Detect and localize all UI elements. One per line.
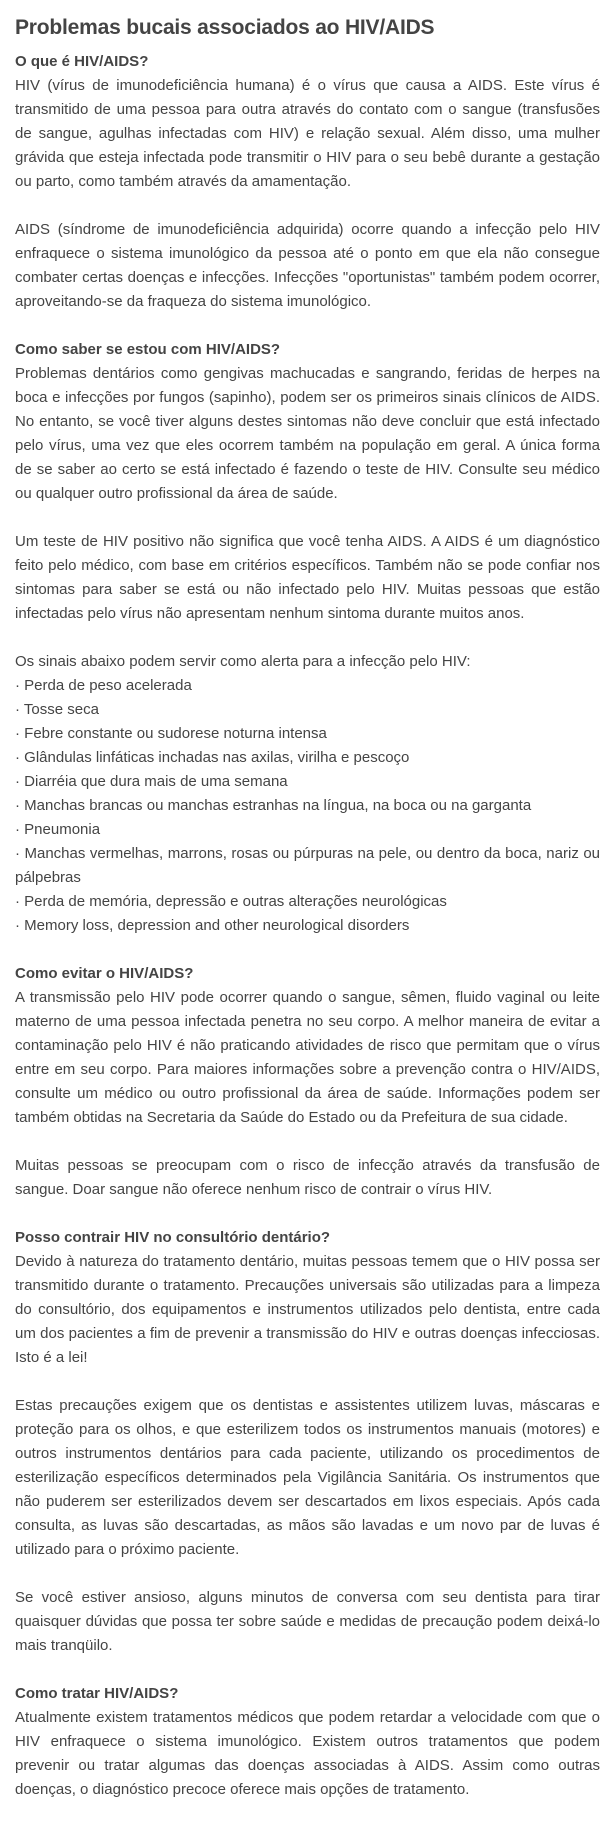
paragraph-spacer bbox=[15, 938, 600, 962]
paragraph-spacer bbox=[15, 1658, 600, 1682]
section-heading-prevention: Como evitar o HIV/AIDS? bbox=[15, 965, 194, 982]
paragraph-positive-test: Um teste de HIV positivo não significa que você tenha AIDS. A AIDS é um diagnóstico feito pelo médico, com base em critérios específicos. Também não se pode confiar nos sintomas para saber se está ou não infectado pelo HIV. Muitas pessoas que estão infectadas pelo vírus não apresentam nenhum sintoma durante muitos anos. bbox=[15, 533, 600, 622]
paragraph-sterilization: Estas precauções exigem que os dentistas e assistentes utilizem luvas, máscaras e proteção para os olhos, e que esterilizem todos os instrumentos manuais (motores) e outros instrumentos dentários para cada paciente, utilizando os procedimentos de esterilização específicos determinados pela Vigilância Sanitária. Os instrumentos que não puderem ser esterilizados devem ser descartados em lixos especiais. Após cada consulta, as luvas são descartadas, as mãos são lavadas e um novo par de luvas é utilizado para o próximo paciente. bbox=[15, 1397, 600, 1558]
paragraph-spacer bbox=[15, 1562, 600, 1586]
section-heading-how-to-know: Como saber se estou com HIV/AIDS? bbox=[15, 341, 281, 358]
list-item: · Perda de memória, depressão e outras alterações neurológicas bbox=[15, 893, 447, 910]
paragraph-blood-donation: Muitas pessoas se preocupam com o risco de infecção através da transfusão de sangue. Doar sangue não oferece nenhum risco de contrair o vírus HIV. bbox=[15, 1157, 600, 1198]
paragraph-aids-definition: AIDS (síndrome de imunodeficiência adquirida) ocorre quando a infecção pelo HIV enfraquece o sistema imunológico da pessoa até o ponto em que ela não consegue combater certas doenças e infecções. Infecções "oportunistas" também podem ocorrer, aproveitando-se da fraqueza do sistema imunológico. bbox=[15, 221, 600, 310]
list-item: · Manchas vermelhas, marrons, rosas ou púrpuras na pele, ou dentro da boca, nariz ou pálpebras bbox=[15, 845, 600, 886]
list-item: · Glândulas linfáticas inchadas nas axilas, virilha e pescoço bbox=[15, 749, 410, 766]
list-item: · Manchas brancas ou manchas estranhas na língua, na boca ou na garganta bbox=[15, 797, 532, 814]
paragraph-spacer bbox=[15, 314, 600, 338]
paragraph-dental-signs: Problemas dentários como gengivas machucadas e sangrando, feridas de herpes na boca e infecções por fungos (sapinho), podem ser os primeiros sinais clínicos de AIDS. No entanto, se você tiver alguns destes sintomas não deve concluir que está infectado pelo vírus, uma vez que eles ocorrem também na população em geral. A única forma de se saber ao certo se está infectado é fazendo o teste de HIV. Consulte seu médico ou qualquer outro profissional da área de saúde. bbox=[15, 365, 600, 502]
paragraph-spacer bbox=[15, 506, 600, 530]
paragraph-spacer bbox=[15, 1202, 600, 1226]
list-intro: Os sinais abaixo podem servir como alerta para a infecção pelo HIV: bbox=[15, 653, 471, 670]
paragraph-transmission: A transmissão pelo HIV pode ocorrer quando o sangue, sêmen, fluido vaginal ou leite materno de uma pessoa infectada penetra no seu corpo. A melhor maneira de evitar a contaminação pelo HIV é não praticando atividades de risco que permitam que o vírus entre em seu corpo. Para maiores informações sobre a prevenção contra o HIV/AIDS, consulte um médico ou outro profissional da área de saúde. Informações podem ser também obtidas na Secretaria da Saúde do Estado ou da Prefeitura de sua cidade. bbox=[15, 989, 600, 1126]
page-title: Problemas bucais associados ao HIV/AIDS bbox=[15, 16, 435, 39]
list-item: · Memory loss, depression and other neurological disorders bbox=[15, 917, 410, 934]
paragraph-spacer bbox=[15, 194, 600, 218]
list-item: · Pneumonia bbox=[15, 821, 101, 838]
paragraph-universal-precautions: Devido à natureza do tratamento dentário, muitas pessoas temem que o HIV possa ser transmitido durante o tratamento. Precauções universais são utilizadas para a limpeza do consultório, dos equipamentos e instrumentos utilizados pelo dentista, entre cada um dos pacientes a fim de prevenir a transmissão do HIV e outras doenças infecciosas. Isto é a lei! bbox=[15, 1253, 600, 1366]
list-item: · Febre constante ou sudorese noturna intensa bbox=[15, 725, 327, 742]
paragraph-spacer bbox=[15, 1130, 600, 1154]
section-heading-treatment: Como tratar HIV/AIDS? bbox=[15, 1685, 179, 1702]
section-heading-dental-office: Posso contrair HIV no consultório dentário? bbox=[15, 1229, 331, 1246]
paragraph-treatment: Atualmente existem tratamentos médicos que podem retardar a velocidade com que o HIV enfraquece o sistema imunológico. Existem outros tratamentos que podem prevenir ou tratar algumas das doenças associadas à AIDS. Assim como outras doenças, o diagnóstico precoce oferece mais opções de tratamento. bbox=[15, 1709, 600, 1798]
list-item: · Tosse seca bbox=[15, 701, 99, 718]
list-item: · Diarréia que dura mais de uma semana bbox=[15, 773, 288, 790]
paragraph-anxiety: Se você estiver ansioso, alguns minutos de conversa com seu dentista para tirar quaisquer dúvidas que possa ter sobre saúde e medidas de precaução podem deixá-lo mais tranqüilo. bbox=[15, 1589, 600, 1654]
paragraph-spacer bbox=[15, 1370, 600, 1394]
warning-signs-list bbox=[15, 674, 600, 938]
paragraph-spacer bbox=[15, 626, 600, 650]
section-heading-what-is: O que é HIV/AIDS? bbox=[15, 53, 149, 70]
list-item: · Perda de peso acelerada bbox=[15, 677, 192, 694]
paragraph-hiv-definition: HIV (vírus de imunodeficiência humana) é o vírus que causa a AIDS. Este vírus é transmitido de uma pessoa para outra através do contato com o sangue (transfusões de sangue, agulhas infectadas com HIV) e relação sexual. Além disso, uma mulher grávida que esteja infectada pode transmitir o HIV para o seu bebê durante a gestação ou parto, como também através da amamentação. bbox=[15, 77, 600, 190]
